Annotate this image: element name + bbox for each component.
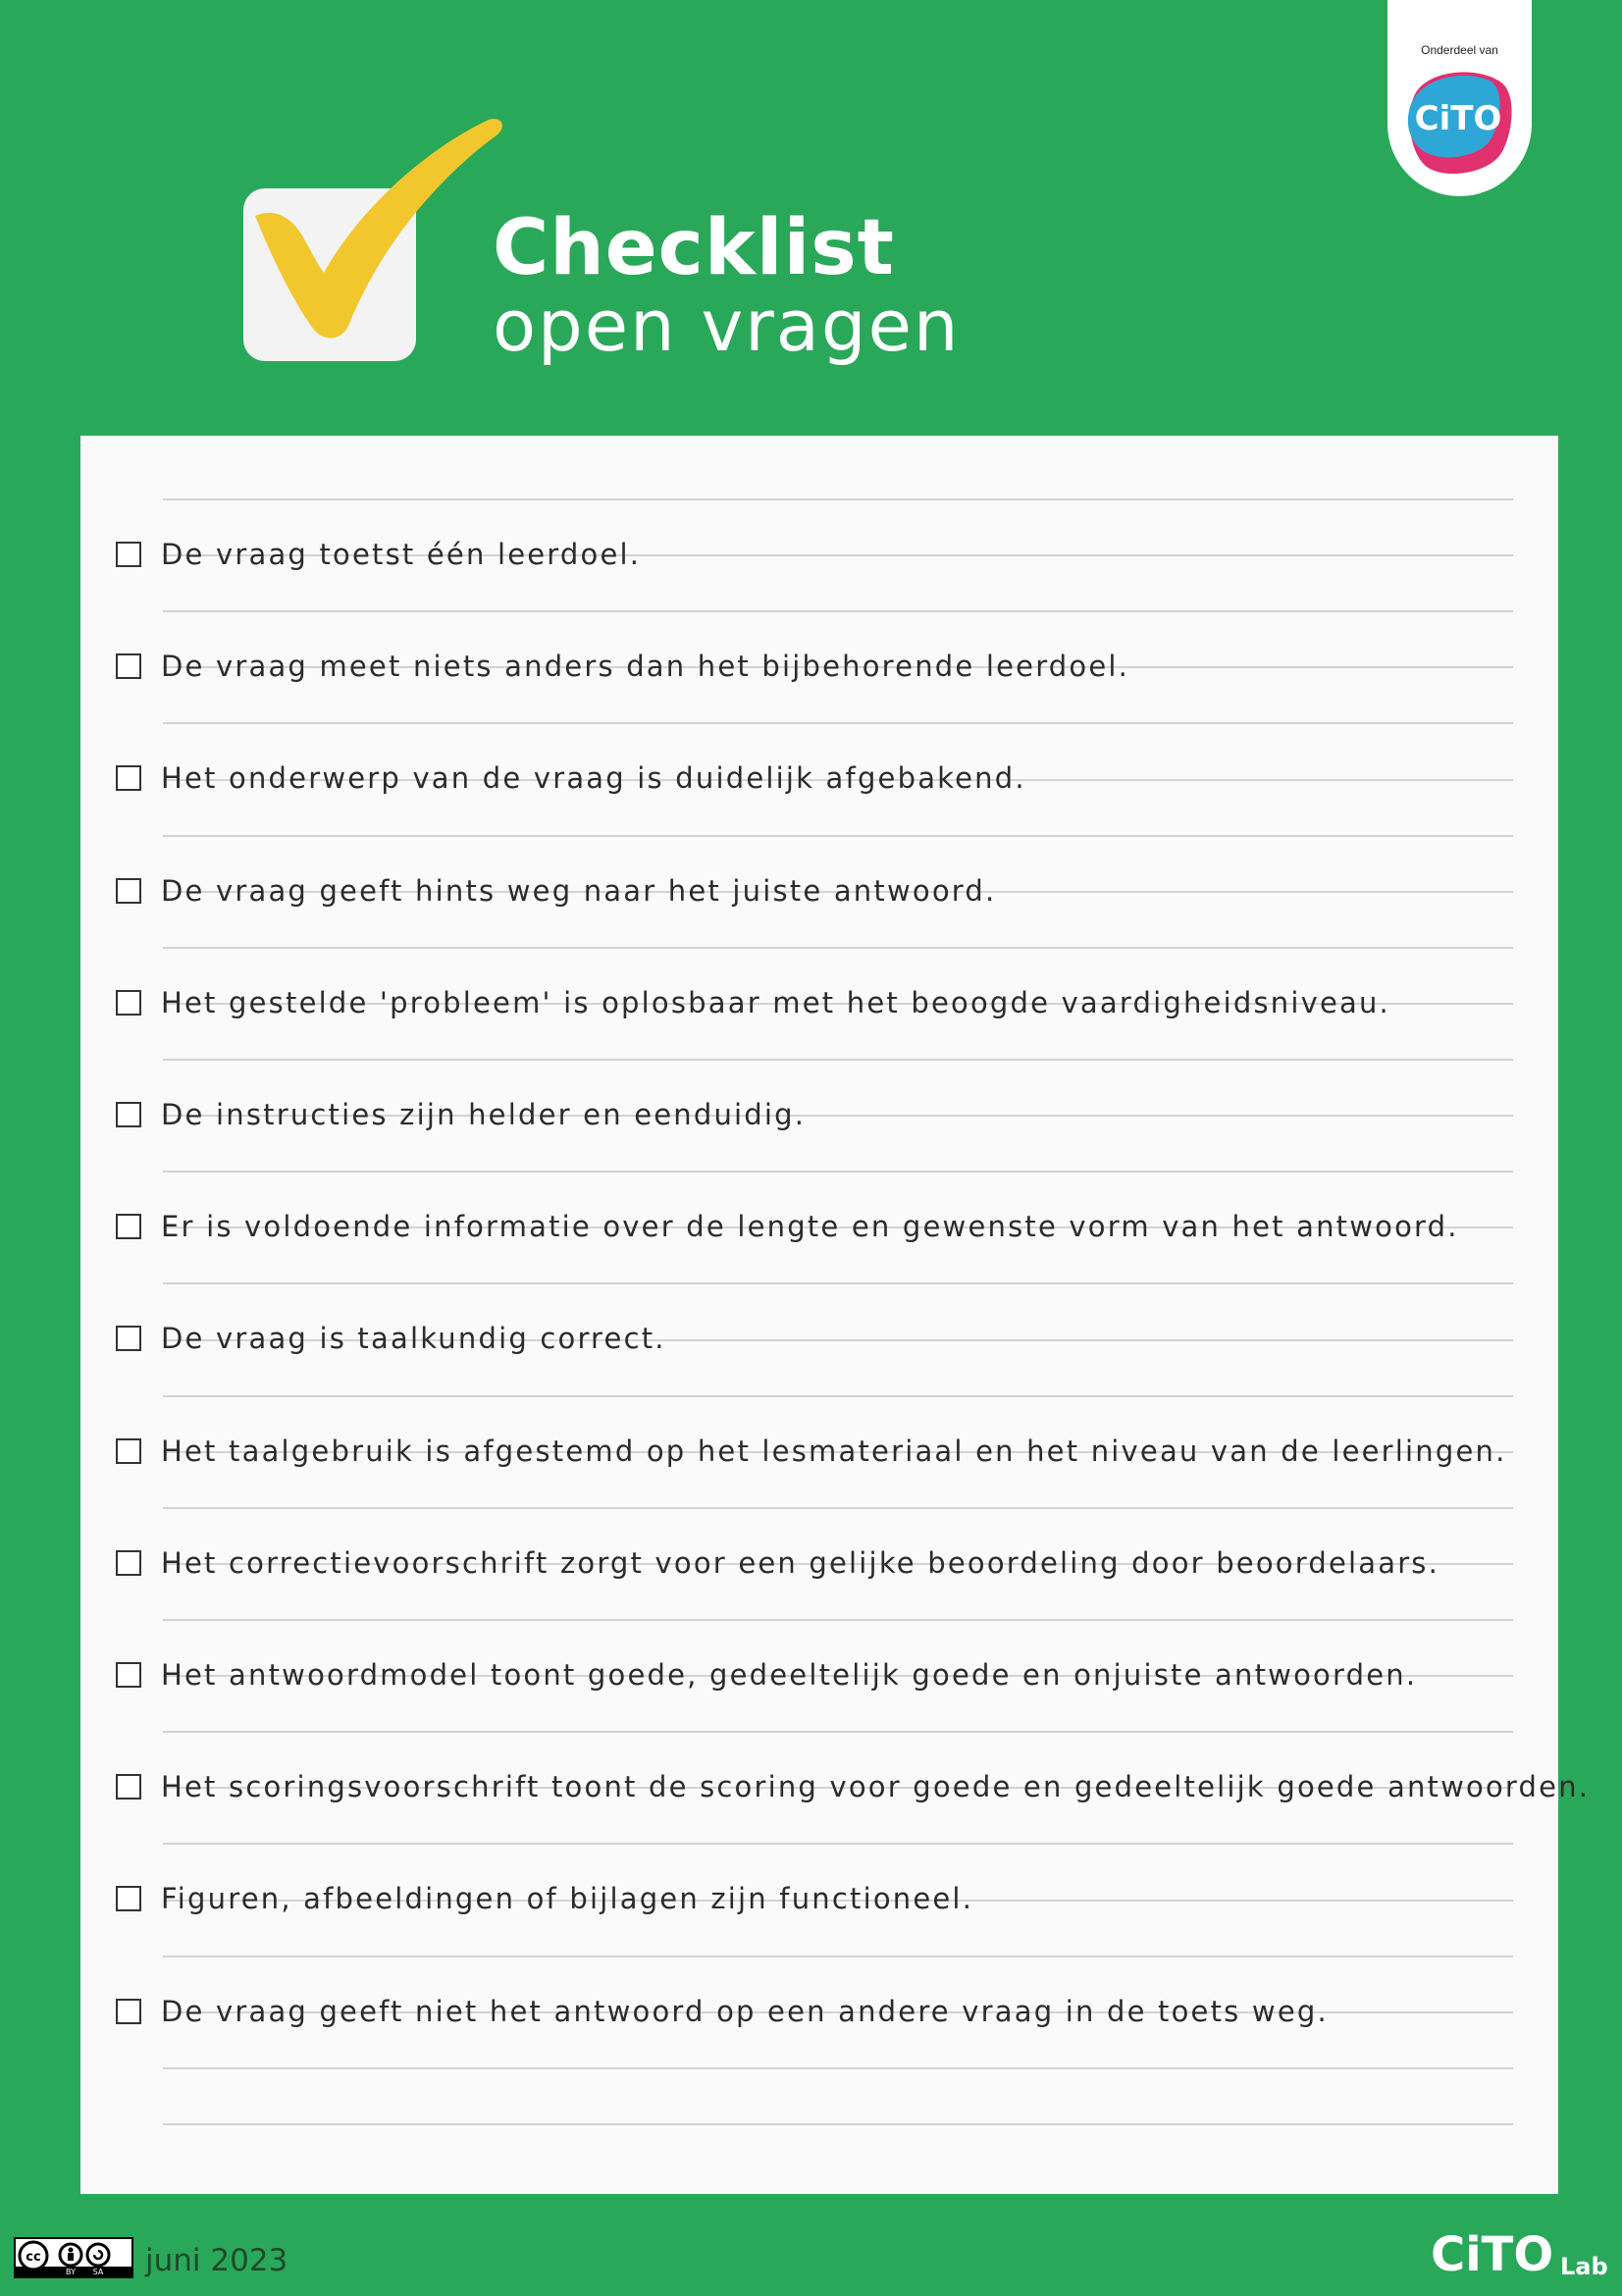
checklist-item-text: Figuren, afbeeldingen of bijlagen zijn functioneel. — [161, 1882, 974, 1915]
ruled-line — [163, 610, 1513, 612]
ruled-line — [163, 722, 1513, 724]
checkmark-icon — [243, 118, 508, 353]
checkbox[interactable] — [116, 542, 141, 567]
footer-date: juni 2023 — [145, 2243, 288, 2278]
checklist-item — [116, 647, 1129, 686]
checklist-item-text: Het correctievoorschrift zorgt voor een gelijke beoordeling door beoordelaars. — [161, 1546, 1440, 1580]
checklist-item-text: Het scoringsvoorschrift toont de scoring voor goede en gedeeltelijk goede antwoorden. — [161, 1770, 1591, 1803]
checkbox[interactable] — [116, 1662, 141, 1688]
badge-logo-text: CiTO — [1414, 99, 1502, 138]
ruled-line — [163, 1395, 1513, 1397]
checklist-item-text: Het gestelde 'probleem' is oplosbaar met het beoogde vaardigheidsniveau. — [161, 986, 1390, 1019]
page-subtitle: open vragen — [493, 285, 961, 367]
checklist-item — [116, 1767, 1590, 1806]
checklist-item-text: De vraag is taalkundig correct. — [161, 1322, 666, 1355]
cito-logo-icon — [1407, 65, 1513, 179]
checklist-item — [116, 1432, 1507, 1471]
ruled-line — [163, 1059, 1513, 1061]
checklist-item-text: De vraag toetst één leerdoel. — [161, 538, 642, 571]
ruled-line — [163, 2123, 1513, 2125]
checklist-item-text: Het onderwerp van de vraag is duidelijk afgebakend. — [161, 761, 1026, 795]
checkbox[interactable] — [116, 990, 141, 1016]
checklist-item-text: Het taalgebruik is afgestemd op het lesmateriaal en het niveau van de leerlingen. — [161, 1435, 1507, 1468]
checkbox[interactable] — [116, 1102, 141, 1127]
checklist-item — [116, 1543, 1439, 1583]
license-sa-label: SA — [92, 2268, 104, 2276]
ruled-line — [163, 947, 1513, 949]
ruled-line — [163, 1843, 1513, 1845]
ruled-line — [163, 1171, 1513, 1173]
checkbox[interactable] — [116, 1774, 141, 1800]
ruled-line — [163, 2067, 1513, 2069]
page-title: Checklist — [493, 204, 895, 292]
checklist-item-text: De vraag geeft hints weg naar het juiste antwoord. — [161, 874, 997, 908]
license-by-label: BY — [66, 2268, 76, 2276]
checklist-item — [116, 1095, 806, 1134]
checklist-item — [116, 758, 1026, 798]
ruled-line — [163, 835, 1513, 837]
footer-brand-suffix: Lab — [1560, 2253, 1608, 2280]
checklist-item-text: De instructies zijn helder en eenduidig. — [161, 1098, 807, 1131]
checklist-item — [116, 1319, 666, 1358]
badge-caption: Onderdeel van — [1421, 43, 1498, 57]
checklist-item — [116, 871, 996, 911]
checkbox[interactable] — [116, 765, 141, 791]
cito-badge — [1387, 0, 1532, 196]
ruled-line — [163, 1956, 1513, 1957]
checkbox[interactable] — [116, 1326, 141, 1351]
sa-icon — [87, 2244, 109, 2266]
ruled-line — [163, 1507, 1513, 1509]
checklist-item-text: Het antwoordmodel toont goede, gedeeltelijk goede en onjuiste antwoorden. — [161, 1658, 1418, 1692]
checklist-item-text: De vraag meet niets anders dan het bijbehorende leerdoel. — [161, 650, 1130, 683]
ruled-line — [163, 1619, 1513, 1621]
checklist-item — [116, 1879, 973, 1918]
svg-text:cc: cc — [26, 2250, 41, 2265]
checkbox[interactable] — [116, 1214, 141, 1239]
checklist-card — [80, 436, 1591, 2194]
checklist-item — [116, 1207, 1459, 1246]
checklist-item-text: De vraag geeft niet het antwoord op een andere vraag in de toets weg. — [161, 1995, 1329, 2028]
checklist-item-text: Er is voldoende informatie over de lengte en gewenste vorm van het antwoord. — [161, 1210, 1459, 1243]
checklist-item — [116, 535, 641, 574]
cc-license-badge — [14, 2237, 133, 2278]
ruled-line — [163, 498, 1513, 500]
checkbox[interactable] — [116, 878, 141, 904]
ruled-line — [163, 1731, 1513, 1733]
checkbox[interactable] — [116, 653, 141, 679]
checklist-item — [116, 1992, 1329, 2031]
checklist-item — [116, 983, 1390, 1022]
checkbox[interactable] — [116, 1999, 141, 2024]
ruled-line — [163, 1282, 1513, 1284]
checkbox[interactable] — [116, 1550, 141, 1576]
footer-brand: CiTO — [1431, 2227, 1554, 2282]
checklist-item — [116, 1655, 1417, 1695]
checkbox[interactable] — [116, 1438, 141, 1464]
checkbox[interactable] — [116, 1886, 141, 1911]
